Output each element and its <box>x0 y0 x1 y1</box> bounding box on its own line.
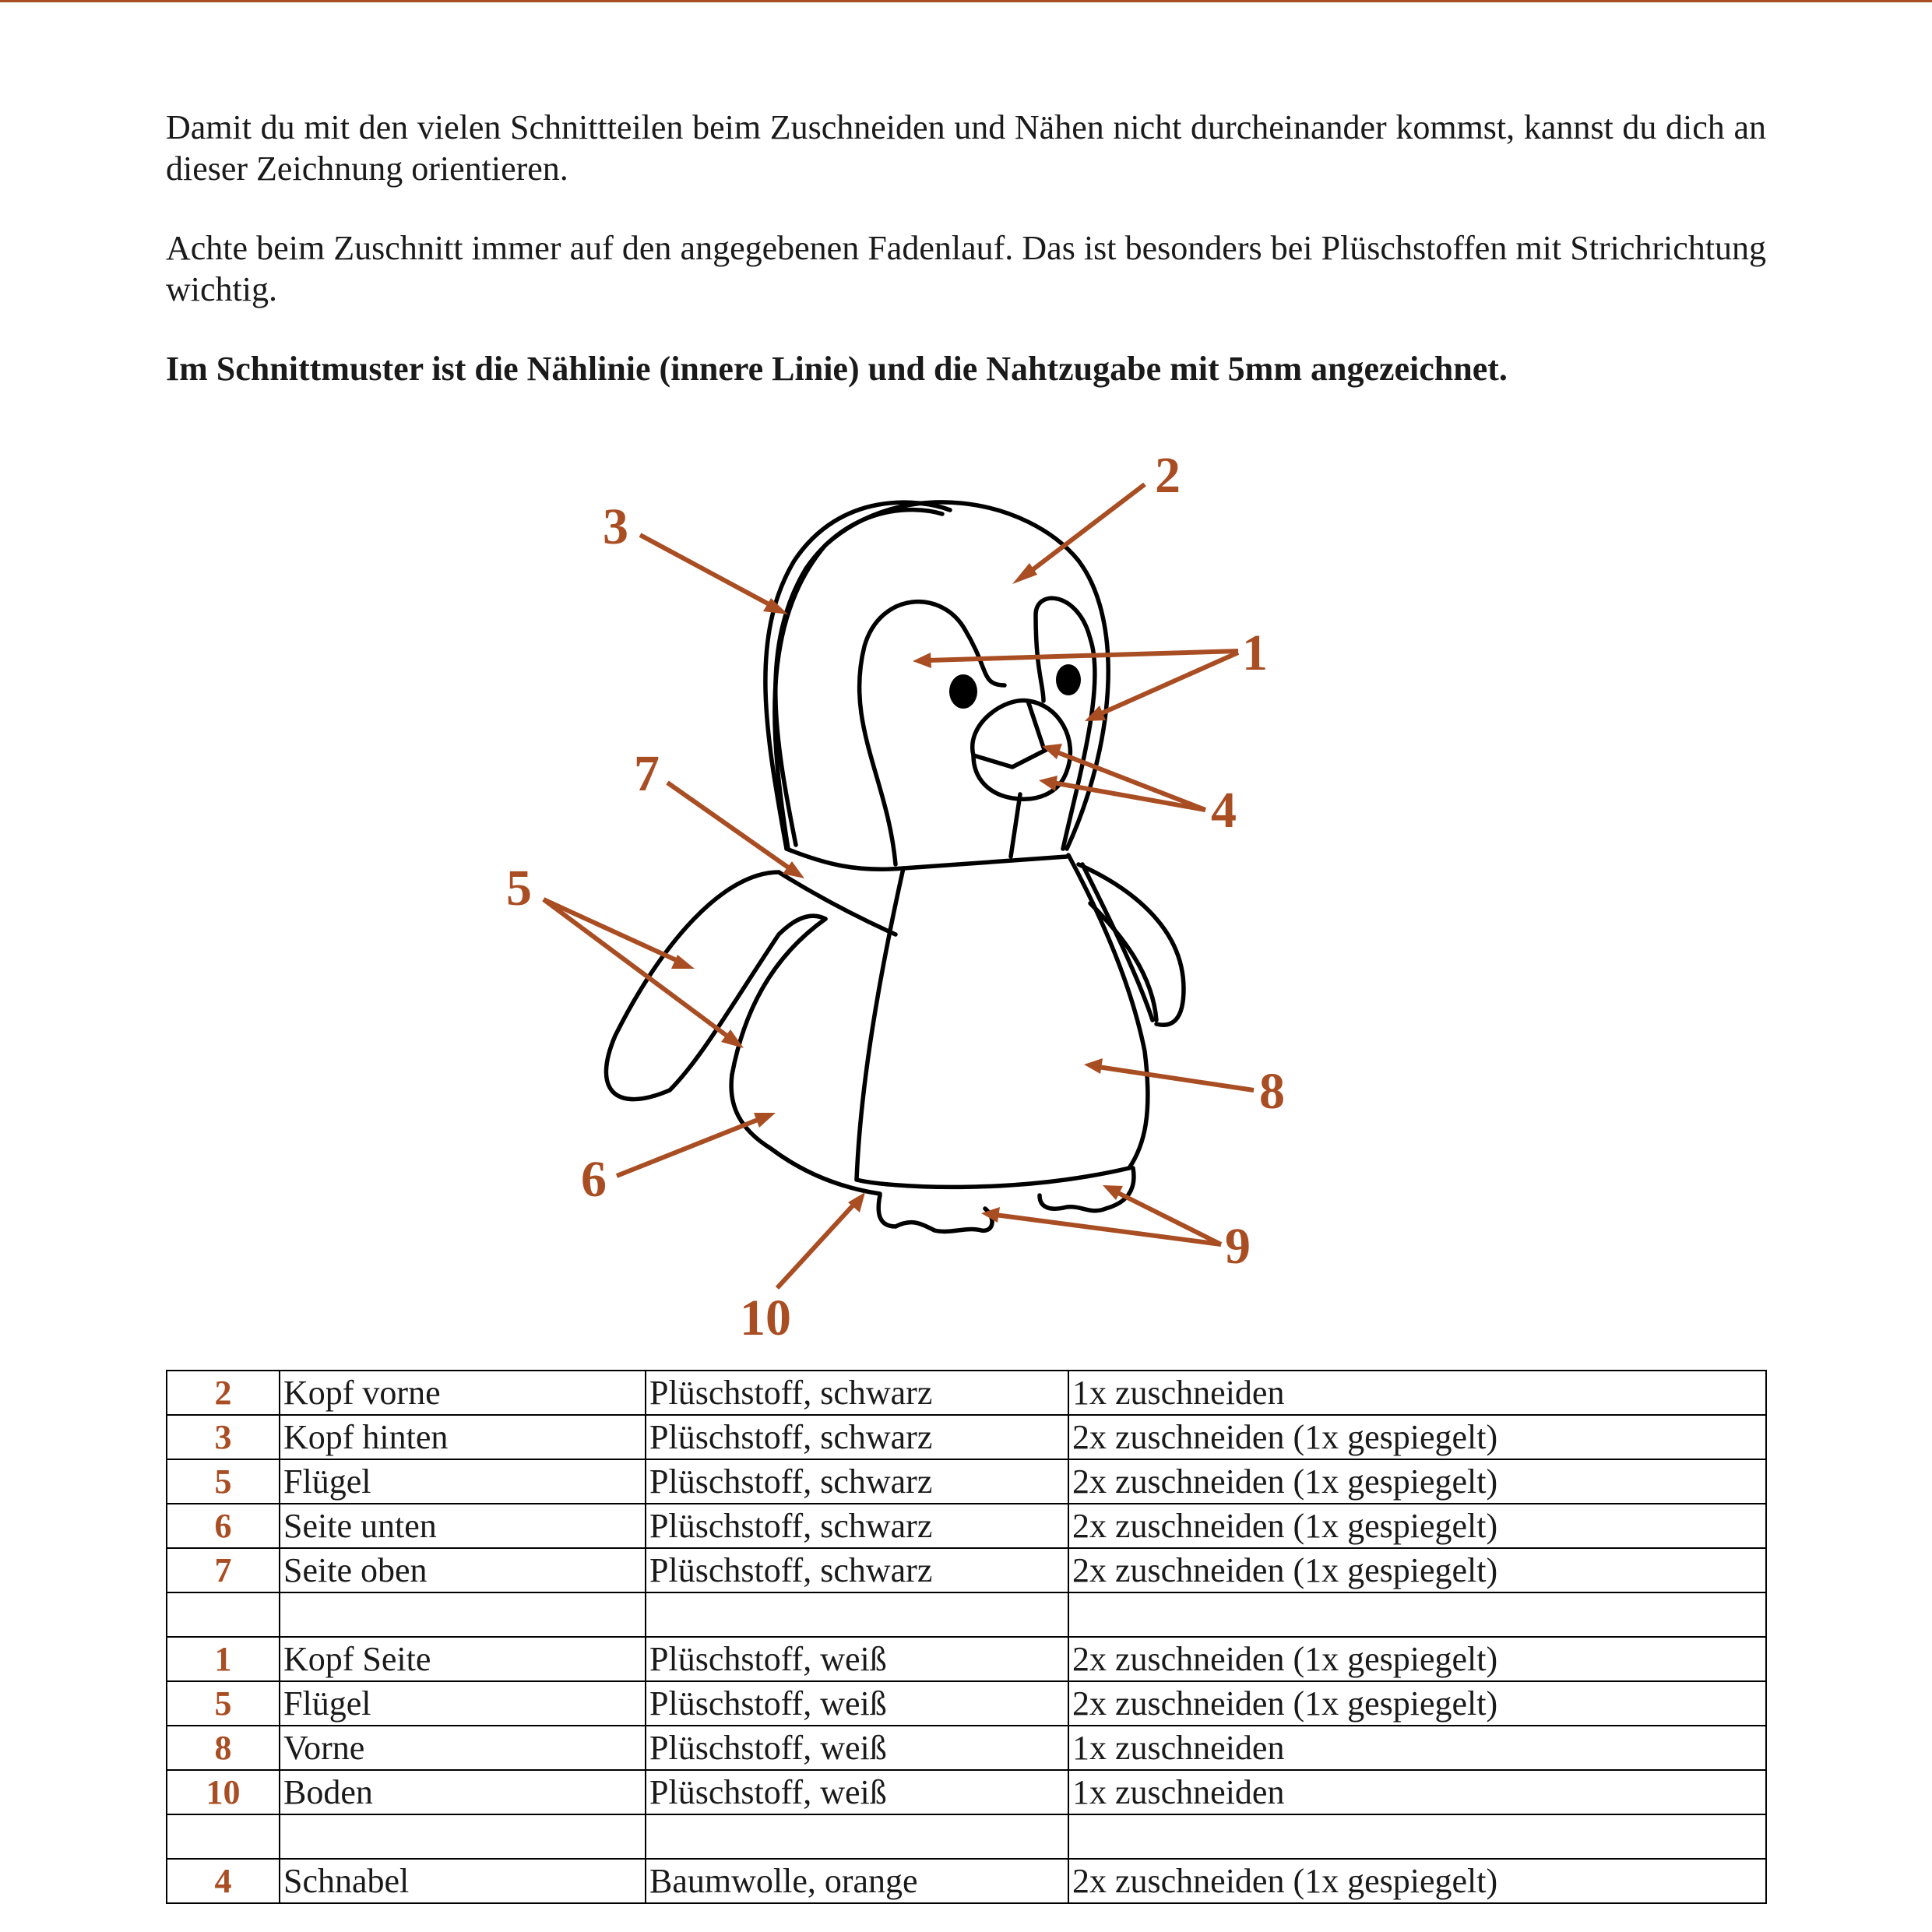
callout-1: 1 <box>1242 625 1268 681</box>
material-cell <box>646 1592 1068 1637</box>
callout-2: 2 <box>1155 447 1181 504</box>
part-number-cell: 5 <box>167 1681 280 1726</box>
material-cell: Plüschstoff, schwarz <box>646 1459 1068 1504</box>
seam-note-paragraph: Im Schnittmuster ist die Nählinie (innere Linie) und die Nahtzugabe mit 5mm angezeichnet. <box>166 350 1508 388</box>
cut-instruction-cell: 1x zuschneiden <box>1068 1726 1766 1770</box>
part-number-cell: 6 <box>167 1504 280 1548</box>
callout-4: 4 <box>1211 782 1237 839</box>
callout-6: 6 <box>581 1151 607 1208</box>
callout-3: 3 <box>603 498 628 555</box>
table-row <box>167 1859 1766 1903</box>
arrow-2 <box>1012 484 1145 584</box>
material-cell: Plüschstoff, schwarz <box>646 1415 1068 1459</box>
parts-table <box>166 1370 1767 1904</box>
cut-instruction-cell: 2x zuschneiden (1x gespiegelt) <box>1068 1681 1766 1726</box>
table-row <box>167 1371 1766 1415</box>
cut-instruction-cell: 2x zuschneiden (1x gespiegelt) <box>1068 1504 1766 1548</box>
callout-7: 7 <box>634 745 660 802</box>
callout-9: 9 <box>1225 1218 1251 1275</box>
material-cell: Plüschstoff, schwarz <box>646 1504 1068 1548</box>
table-row <box>167 1726 1766 1770</box>
material-cell: Plüschstoff, schwarz <box>646 1371 1068 1415</box>
arrow-6 <box>617 1113 776 1176</box>
part-name-cell: Boden <box>280 1770 646 1814</box>
material-cell: Baumwolle, orange <box>646 1859 1068 1903</box>
part-name-cell: Vorne <box>280 1726 646 1770</box>
cut-instruction-cell: 1x zuschneiden <box>1068 1770 1766 1814</box>
part-name-cell: Seite unten <box>280 1504 646 1548</box>
cut-instruction-cell <box>1068 1814 1766 1859</box>
part-number-cell <box>167 1814 280 1859</box>
arrow-3 <box>640 535 788 614</box>
cut-instruction-cell: 2x zuschneiden (1x gespiegelt) <box>1068 1859 1766 1903</box>
part-number-cell: 3 <box>167 1415 280 1459</box>
arrow-10 <box>777 1192 865 1288</box>
part-name-cell <box>280 1592 646 1637</box>
part-name-cell: Schnabel <box>280 1859 646 1903</box>
penguin-drawing <box>606 502 1184 1232</box>
material-cell: Plüschstoff, weiß <box>646 1770 1068 1814</box>
callout-10: 10 <box>740 1290 791 1346</box>
cut-instruction-cell: 2x zuschneiden (1x gespiegelt) <box>1068 1415 1766 1459</box>
callout-5: 5 <box>506 860 532 917</box>
part-name-cell: Kopf hinten <box>280 1415 646 1459</box>
cut-instruction-cell: 2x zuschneiden (1x gespiegelt) <box>1068 1548 1766 1592</box>
penguin-figure <box>467 436 1324 1347</box>
part-name-cell: Flügel <box>280 1681 646 1726</box>
table-row <box>167 1504 1766 1548</box>
cut-instruction-cell: 1x zuschneiden <box>1068 1371 1766 1415</box>
part-number-cell: 8 <box>167 1726 280 1770</box>
part-name-cell: Seite oben <box>280 1548 646 1592</box>
part-number-cell: 4 <box>167 1859 280 1903</box>
part-name-cell: Kopf Seite <box>280 1637 646 1681</box>
part-name-cell: Kopf vorne <box>280 1371 646 1415</box>
table-row <box>167 1415 1766 1459</box>
top-rule <box>0 0 1932 2</box>
table-spacer-row <box>167 1814 1766 1859</box>
cut-instruction-cell: 2x zuschneiden (1x gespiegelt) <box>1068 1637 1766 1681</box>
parts-table-body <box>167 1371 1766 1903</box>
arrow-1a <box>913 651 1238 668</box>
table-row <box>167 1681 1766 1726</box>
arrow-5b <box>544 899 744 1048</box>
table-spacer-row <box>167 1592 1766 1637</box>
part-name-cell: Flügel <box>280 1459 646 1504</box>
material-cell: Plüschstoff, weiß <box>646 1681 1068 1726</box>
callout-8: 8 <box>1259 1063 1285 1120</box>
cut-instruction-cell <box>1068 1592 1766 1637</box>
table-row <box>167 1770 1766 1814</box>
part-name-cell <box>280 1814 646 1859</box>
part-number-cell <box>167 1592 280 1637</box>
part-number-cell: 2 <box>167 1371 280 1415</box>
arrow-8 <box>1084 1058 1254 1090</box>
material-cell: Plüschstoff, weiß <box>646 1637 1068 1681</box>
table-row <box>167 1548 1766 1592</box>
material-cell: Plüschstoff, schwarz <box>646 1548 1068 1592</box>
part-number-cell: 1 <box>167 1637 280 1681</box>
table-row <box>167 1459 1766 1504</box>
part-number-cell: 5 <box>167 1459 280 1504</box>
material-cell <box>646 1814 1068 1859</box>
part-number-cell: 10 <box>167 1770 280 1814</box>
intro-paragraph: Damit du mit den vielen Schnittteilen beim Zuschneiden und Nähen nicht durcheinander kommst, kannst du dich an dieser Zeichnung orientieren. <box>166 108 1766 188</box>
cut-instruction-cell: 2x zuschneiden (1x gespiegelt) <box>1068 1459 1766 1504</box>
table-row <box>167 1637 1766 1681</box>
material-cell: Plüschstoff, weiß <box>646 1726 1068 1770</box>
grain-paragraph: Achte beim Zuschnitt immer auf den angegebenen Fadenlauf. Das ist besonders bei Plüschstoffen mit Strichrichtung wichtig. <box>166 229 1766 308</box>
part-number-cell: 7 <box>167 1548 280 1592</box>
